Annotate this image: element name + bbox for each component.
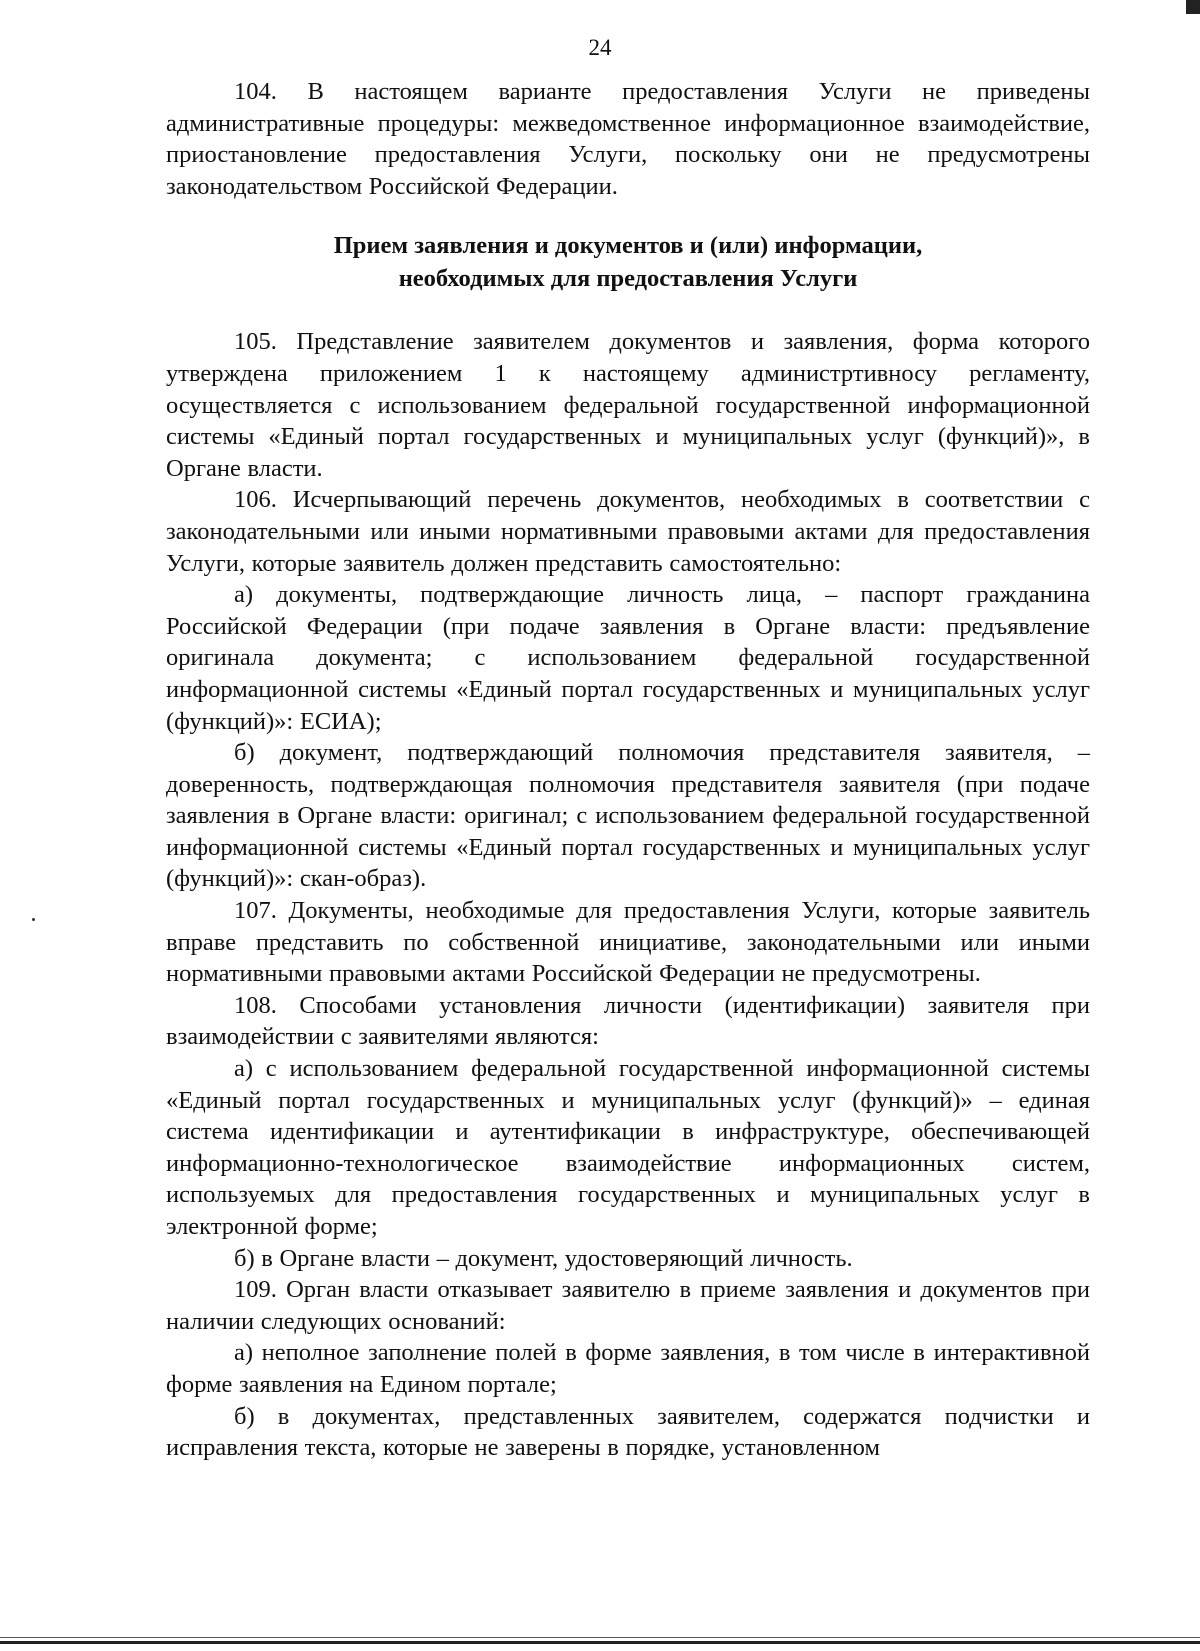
paragraph-107: 107. Документы, необходимые для предоставления Услуги, которые заявитель вправе представить по собственной инициативе, законодательными или иными нормативными правовыми актами Российской Федерации не предусмотрены. — [166, 897, 1090, 988]
paragraph-106-b: б) документ, подтверждающий полномочия представителя заявителя, – доверенность, подтверждающая полномочия представителя заявителя (при подаче заявления в Органе власти: оригинал; с использованием федеральной государственной информационной системы «Единый портал государственных и муниципальных услуг (функций)»: скан-образ). — [166, 739, 1090, 893]
paragraph-108: 108. Способами установления личности (идентификации) заявителя при взаимодействии с заявителями являются: — [166, 991, 1090, 1051]
scan-edge-line-thin — [0, 1637, 1200, 1638]
section-heading-line-2: необходимых для предоставления Услуги — [398, 265, 858, 293]
page-number: 24 — [588, 35, 612, 60]
paragraph-109: 109. Орган власти отказывает заявителю в приеме заявления и документов при наличии следующих оснований: — [166, 1276, 1090, 1335]
paragraph-106-a: а) документы, подтверждающие личность лица, – паспорт гражданина Российской Федерации (при подаче заявления в Органе власти: предъявление оригинала документа; с использованием федеральной государственной информационной системы «Единый портал государственных и муниципальных услуг (функций)»: ЕСИА); — [166, 581, 1090, 735]
paragraph-109-a: а) неполное заполнение полей в форме заявления, в том числе в интерактивной форме заявления на Едином портале; — [166, 1339, 1090, 1398]
scan-edge-mark — [1186, 0, 1200, 14]
paragraph-105: 105. Представление заявителем документов и заявления, форма которого утверждена приложением 1 к настоящему администртивносу регламенту, осуществляется с использованием федеральной государственной информационной системы «Единый портал государственных и муниципальных услуг (функций)», в Органе власти. — [166, 328, 1090, 482]
scan-edge-line — [0, 1641, 1200, 1644]
paragraph-109-b: б) в документах, представленных заявителем, содержатся подчистки и исправления текста, которые не заверены в порядке, установленном — [166, 1402, 1090, 1462]
paragraph-108-b: б) в Органе власти – документ, удостоверяющий личность. — [234, 1244, 853, 1272]
section-heading — [166, 229, 1090, 295]
paragraph-108-a: а) с использованием федеральной государственной информационной системы «Единый портал государственных и муниципальных услуг (функций)» – единая система идентификации и аутентификации в инфраструктуре, обеспечивающей информационно-технологическое взаимодействие информационных систем, используемых для предоставления государственных и муниципальных услуг в электронной форме; — [166, 1055, 1090, 1240]
section-heading-line-1: Прием заявления и документов и (или) информации, — [333, 232, 923, 260]
paragraph-106: 106. Исчерпывающий перечень документов, необходимых в соответствии с законодательными или иными нормативными правовыми актами для предоставления Услуги, которые заявитель должен представить самостоятельно: — [166, 486, 1090, 577]
scan-speck — [32, 918, 35, 921]
document-body — [166, 76, 1090, 1464]
paragraph-104: 104. В настоящем варианте предоставления Услуги не приведены административные процедуры: межведомственное информационное взаимодействие, приостановление предоставления Услуги, поскольку они не предусмотрены законодательством Российской Федерации. — [166, 78, 1090, 200]
